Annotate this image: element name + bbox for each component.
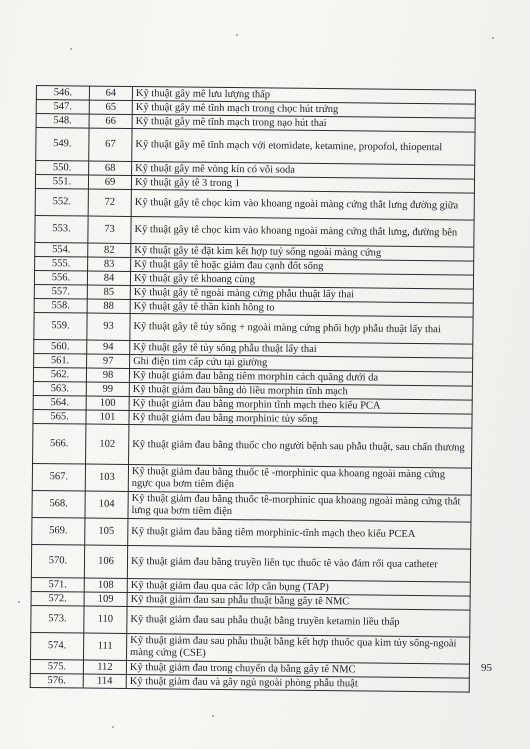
procedure-code-cell: 105 <box>85 518 128 545</box>
row-number-cell: 556. <box>34 270 87 285</box>
procedure-code-cell: 82 <box>88 243 131 257</box>
procedure-name-cell: Kỹ thuật gây mê vòng kín có vôi soda <box>132 162 475 180</box>
paper-speck <box>492 37 494 39</box>
procedure-name-cell: Kỹ thuật giảm đau sau phẫu thuật bằng kết hợp thuốc qua kim tủy sống-ngoài màng cứng (CSE) <box>126 633 469 664</box>
procedure-code-cell: 98 <box>86 368 129 382</box>
row-number-cell: 566. <box>33 423 86 464</box>
paper-speck <box>18 601 20 603</box>
procedure-name-cell: Kỹ thuật gây tê thần kinh hông to <box>130 299 473 317</box>
row-number-cell: 553. <box>35 215 88 243</box>
procedure-code-cell: 99 <box>86 382 129 396</box>
procedure-code-cell: 72 <box>88 189 131 216</box>
procedure-name-cell: Kỹ thuật giảm đau bằng truyền liên tục thuốc tê vào đám rối qua catheter <box>127 545 470 582</box>
procedure-name-cell: Kỹ thuật gây tê đặt kim kết hợp tuỷ sống ngoài màng cứng <box>131 244 474 262</box>
paper-speck <box>212 715 214 717</box>
procedure-code-cell: 111 <box>83 633 126 660</box>
row-number-cell: 550. <box>36 161 89 176</box>
procedure-name-cell: Kỹ thuật giảm đau bằng morphinic tủy sống <box>129 410 472 428</box>
procedure-table-body <box>30 86 475 693</box>
row-number-cell: 564. <box>33 395 86 410</box>
procedure-name-cell: Kỹ thuật gây tê tủy sống + ngoài màng cứng phối hợp phẫu thuật lấy thai <box>130 313 473 344</box>
row-number-cell: 565. <box>33 409 86 424</box>
row-number-cell: 554. <box>35 242 88 257</box>
procedure-name-cell: Kỹ thuật gây mê lưu lượng thấp <box>132 87 475 105</box>
table-row <box>31 544 470 582</box>
procedure-name-cell: Ghi điện tim cấp cứu tại giường <box>130 354 473 372</box>
procedure-code-cell: 103 <box>85 464 128 491</box>
procedure-name-cell: Kỹ thuật giảm đau sau phẫu thuật bằng truyền ketamin liều thấp <box>127 606 470 637</box>
procedure-name-cell: Kỹ thuật gây tê khoang cùng <box>130 272 473 290</box>
procedure-name-cell: Kỹ thuật gây tê ngoài màng cứng phẫu thuật lấy thai <box>130 285 473 303</box>
row-number-cell: 561. <box>34 353 87 368</box>
procedure-table <box>30 85 476 693</box>
procedure-name-cell: Kỹ thuật gây tê chọc kim vào khoang ngoài màng cứng thắt lưng, đường bên <box>131 217 474 248</box>
procedure-code-cell: 110 <box>84 606 127 633</box>
row-number-cell: 574. <box>30 632 83 660</box>
row-number-cell: 573. <box>31 605 84 633</box>
procedure-code-cell: 114 <box>83 674 126 688</box>
procedure-code-cell: 73 <box>88 216 131 243</box>
row-number-cell: 560. <box>34 339 87 354</box>
procedure-name-cell: Kỹ thuật giảm đau bằng thuốc tê-morphinic qua khoang ngoài màng cứng thắt lưng qua bơm tiêm điện <box>128 491 471 522</box>
row-number-cell: 547. <box>36 100 89 115</box>
procedure-name-cell: Kỹ thuật giảm đau sau phẫu thuật bằng gây tê NMC <box>127 592 470 610</box>
procedure-code-cell: 109 <box>84 592 127 606</box>
paper-speck <box>236 34 238 36</box>
procedure-code-cell: 69 <box>88 175 131 189</box>
procedure-name-cell: Kỹ thuật gây mê tĩnh mạch trong chọc hút trứng <box>132 101 475 119</box>
row-number-cell: 569. <box>32 517 85 545</box>
row-number-cell: 558. <box>34 298 87 313</box>
row-number-cell: 563. <box>33 381 86 396</box>
procedure-name-cell: Kỹ thuật giảm đau bằng thuốc cho người bệnh sau phẫu thuật, sau chấn thương <box>129 424 472 468</box>
procedure-code-cell: 85 <box>87 285 130 299</box>
procedure-name-cell: Kỹ thuật giảm đau bằng tiêm morphinic-tĩnh mạch theo kiểu PCEA <box>128 518 471 549</box>
row-number-cell: 551. <box>35 175 88 190</box>
procedure-code-cell: 108 <box>84 578 127 592</box>
procedure-code-cell: 66 <box>89 114 132 128</box>
procedure-code-cell: 84 <box>87 271 130 285</box>
row-number-cell: 575. <box>30 659 83 674</box>
row-number-cell: 549. <box>36 128 89 162</box>
procedure-name-cell: Kỹ thuật gây tê 3 trong 1 <box>131 176 474 194</box>
row-number-cell: 552. <box>35 188 88 216</box>
procedure-code-cell: 67 <box>89 128 132 161</box>
procedure-code-cell: 104 <box>85 491 128 518</box>
procedure-code-cell: 88 <box>87 299 130 313</box>
procedure-name-cell: Kỹ thuật giảm đau bằng tiêm morphin cách quãng dưới da <box>129 368 472 386</box>
procedure-code-cell: 64 <box>89 86 132 100</box>
table-row <box>33 423 472 468</box>
paper-speck <box>112 726 114 728</box>
procedure-name-cell: Kỹ thuật gây mê tĩnh mạch với etomidate, ketamine, propofol, thiopental <box>132 129 475 166</box>
procedure-name-cell: Kỹ thuật giảm đau bằng dò liều morphin tĩnh mạch <box>129 382 472 400</box>
paper-speck <box>70 48 72 50</box>
procedure-name-cell: Kỹ thuật giảm đau trong chuyển dạ bằng gây tê NMC <box>126 660 469 678</box>
procedure-name-cell: Kỹ thuật giảm đau bằng thuốc tê -morphinic qua khoang ngoài màng cứng ngực qua bơm tiêm điện <box>128 464 471 495</box>
row-number-cell: 559. <box>34 312 87 340</box>
procedure-name-cell: Kỹ thuật giảm đau bằng morphin tĩnh mạch theo kiểu PCA <box>129 396 472 414</box>
procedure-code-cell: 102 <box>86 424 129 464</box>
procedure-code-cell: 97 <box>87 354 130 368</box>
procedure-name-cell: Kỹ thuật gây tê hoặc giảm đau cạnh đốt sống <box>131 258 474 276</box>
procedure-code-cell: 100 <box>86 396 129 410</box>
procedure-code-cell: 101 <box>86 410 129 424</box>
row-number-cell: 568. <box>32 490 85 518</box>
row-number-cell: 572. <box>31 591 84 606</box>
procedure-code-cell: 83 <box>88 257 131 271</box>
procedure-name-cell: Kỹ thuật gây tê tủy sống phẫu thuật lấy thai <box>130 340 473 358</box>
procedure-code-cell: 94 <box>87 340 130 354</box>
procedure-name-cell: Kỹ thuật giảm đau và gây ngủ ngoài phòng phẫu thuật <box>126 674 469 692</box>
procedure-code-cell: 65 <box>89 100 132 114</box>
procedure-code-cell: 93 <box>87 313 130 340</box>
procedure-name-cell: Kỹ thuật gây mê tĩnh mạch trong nạo hút thai <box>132 115 475 133</box>
row-number-cell: 548. <box>36 114 89 129</box>
table-row <box>36 128 475 166</box>
row-number-cell: 557. <box>34 284 87 299</box>
row-number-cell: 562. <box>33 367 86 382</box>
procedure-name-cell: Kỹ thuật giảm đau qua các lớp cân bụng (TAP) <box>127 578 470 596</box>
row-number-cell: 567. <box>32 463 85 491</box>
row-number-cell: 571. <box>31 577 84 592</box>
procedure-name-cell: Kỹ thuật gây tê chọc kim vào khoang ngoài màng cứng thắt lưng đường giữa <box>131 190 474 221</box>
row-number-cell: 570. <box>31 544 84 578</box>
row-number-cell: 546. <box>36 86 89 101</box>
procedure-code-cell: 68 <box>89 161 132 175</box>
procedure-code-cell: 112 <box>83 660 126 674</box>
row-number-cell: 555. <box>35 256 88 271</box>
procedure-code-cell: 106 <box>84 545 127 578</box>
row-number-cell: 576. <box>30 673 83 688</box>
page-number: 95 <box>481 662 492 674</box>
